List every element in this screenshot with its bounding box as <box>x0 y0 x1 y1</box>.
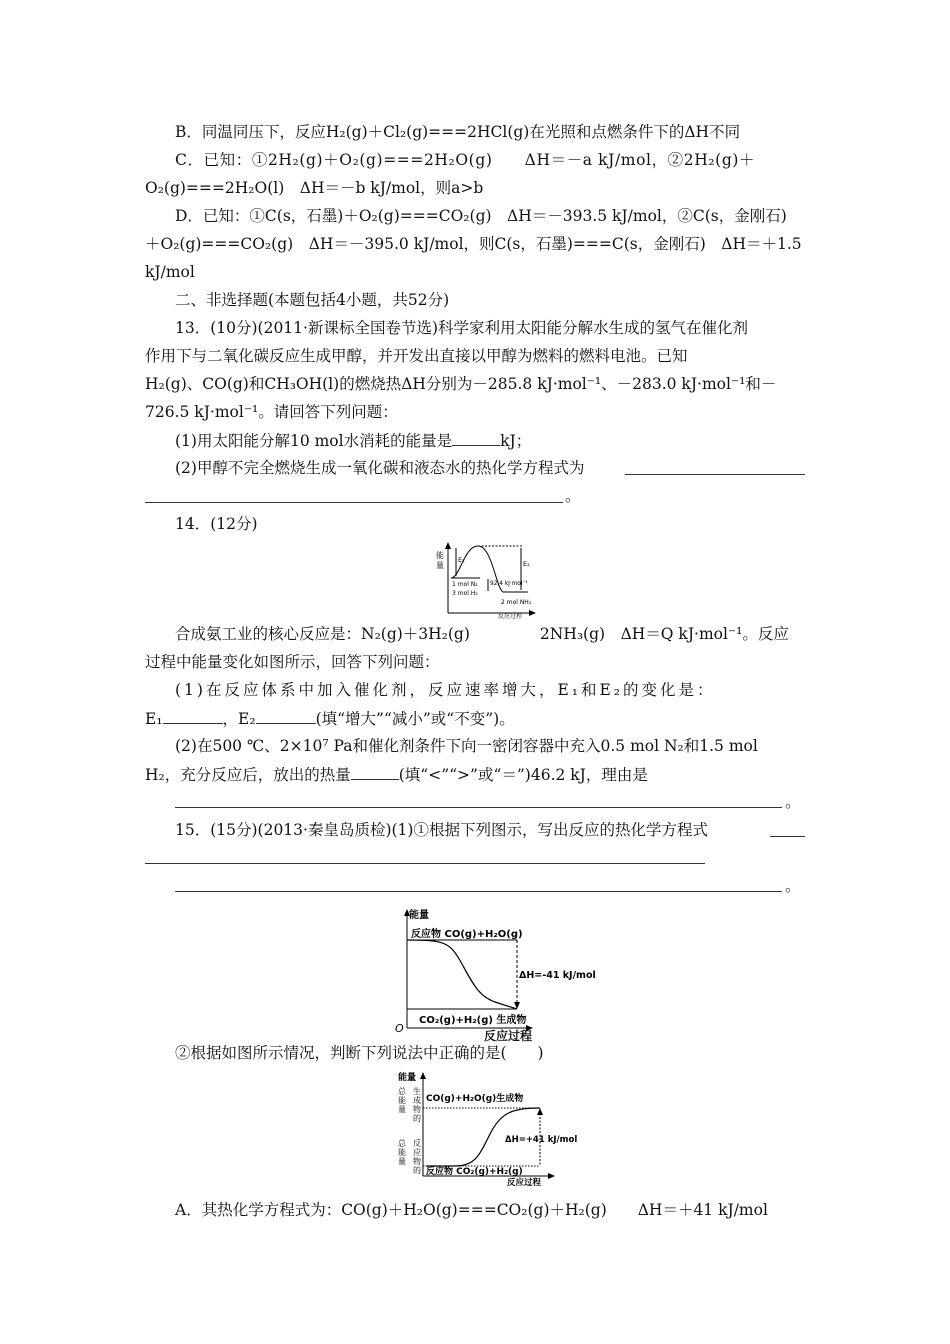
q13-sub1 <box>175 430 531 451</box>
q12-option-d-line2: ＋O₂(g)===CO₂(g) ΔH＝－395.0 kJ/mol，则C(s，石墨)===C(s，金刚石) ΔH＝＋1.5 <box>145 235 802 253</box>
q14-title: 14．(12分) <box>175 515 258 533</box>
q14-sub2-tail: (填“<”“>”或“＝”)46.2 kJ，理由是 <box>398 766 648 784</box>
answer-blank[interactable] <box>145 863 705 864</box>
fig2-left-bot-3: 量 <box>398 1157 406 1166</box>
fig2-left-bot-1: 总 <box>398 1139 406 1148</box>
q14-sub1-e1: E₁ <box>145 710 163 728</box>
q13-line3: H₂(g)、CO(g)和CH₃OH(l)的燃烧热ΔH分别为－285.8 kJ·mol⁻¹、－283.0 kJ·mol⁻¹和－ <box>145 375 777 393</box>
endothermic-energy-diagram <box>395 1068 578 1188</box>
q13-sub1-text: (1)用太阳能分解10 mol水消耗的能量是 <box>175 432 453 450</box>
q13-line1: 13．(10分)(2011·新课标全国卷节选)科学家利用太阳能分解水生成的氢气在催化剂 <box>175 319 749 337</box>
energy-curve <box>407 940 517 1009</box>
q13-line4: 726.5 kJ·mol⁻¹。请回答下列问题： <box>145 403 398 421</box>
q14-sub1-tail: (填“增大”“减小”或“不变”)。 <box>315 710 515 728</box>
fig-xlabel: 反应过程 <box>498 613 523 620</box>
q13-sub2: (2)甲醇不完全燃烧生成一氧化碳和液态水的热化学方程式为 <box>175 459 585 477</box>
q15-end: 。 <box>785 877 801 895</box>
y-axis-arrow-icon <box>445 542 451 549</box>
fig2-dh: ΔH=+41 kJ/mol <box>505 1135 578 1145</box>
fig1-xlabel: 反应过程 <box>484 1029 533 1043</box>
answer-blank[interactable] <box>175 807 782 808</box>
answer-blank[interactable] <box>256 708 316 724</box>
q14-line1 <box>175 624 789 644</box>
fig2-left-bot2-3: 物 <box>413 1157 421 1166</box>
q12-option-c-line1: C．已知：①2H₂(g)＋O₂(g)===2H₂O(g) ΔH＝－a kJ/mol，②2H₂(g)＋ <box>175 151 756 169</box>
q14-sub1-line2 <box>145 708 515 729</box>
q12-option-d-line3: kJ/mol <box>145 263 195 281</box>
q14-sub2-text: H₂，充分反应后，放出的热量 <box>145 766 351 784</box>
q12-option-b: B．同温同压下，反应H₂(g)＋Cl₂(g)===2HCl(g)在光照和点燃条件下的ΔH不同 <box>175 123 741 141</box>
q12-option-c-line2: O₂(g)===2H₂O(l) ΔH＝－b kJ/mol，则a>b <box>145 179 484 197</box>
fig2-left-top-3: 量 <box>398 1105 406 1114</box>
fig-ylabel-1: 能 <box>436 551 444 560</box>
answer-blank[interactable] <box>163 708 223 724</box>
q14-line1-right: 2NH₃(g) ΔH＝Q kJ·mol⁻¹。反应 <box>539 625 789 643</box>
q14-line1-left: 合成氨工业的核心反应是：N₂(g)＋3H₂(g) <box>175 625 470 643</box>
answer-blank[interactable] <box>625 474 805 475</box>
arrow-head-icon <box>537 1108 543 1115</box>
answer-blank[interactable] <box>452 430 500 446</box>
fig-dh: 92.4 kJ·mol⁻¹ <box>490 581 528 587</box>
fig2-left-top2-4: 的 <box>413 1114 421 1123</box>
x-axis-arrow-icon <box>529 610 536 616</box>
answer-blank[interactable] <box>351 764 399 780</box>
answer-blank[interactable] <box>175 891 782 892</box>
fig1-reactant: 反应物 CO(g)+H₂O(g) <box>411 929 523 940</box>
fig1-product: CO₂(g)+H₂(g) 生成物 <box>419 1015 527 1026</box>
answer-blank[interactable] <box>770 836 805 837</box>
q14-sub2-line1: (2)在500 ℃、2×10⁷ Pa和催化剂条件下向一密闭容器中充入0.5 mol N₂和1.5 mol <box>175 737 758 755</box>
fig1-ylabel: 能量 <box>409 910 429 921</box>
fig-ylabel-2: 量 <box>436 561 444 570</box>
q15-option-a: A．其热化学方程式为：CO(g)＋H₂O(g)===CO₂(g)＋H₂(g) ΔH＝＋41 kJ/mol <box>175 1201 768 1219</box>
fig-e2: E₂ <box>523 560 530 568</box>
q14-line2: 过程中能量变化如图所示，回答下列问题： <box>145 653 440 671</box>
fig1-origin: O <box>395 1022 404 1035</box>
fig2-ylabel: 能量 <box>398 1073 417 1083</box>
fig2-left-bot2-1: 反 <box>413 1139 421 1148</box>
fig2-xlabel: 反应过程 <box>507 1178 542 1188</box>
fig2-left-top2-3: 物 <box>413 1105 421 1114</box>
ammonia-energy-diagram <box>418 540 538 618</box>
q14-sub1-e2: ，E₂ <box>222 710 256 728</box>
q13-sub1-unit: kJ； <box>500 432 532 450</box>
q14-sub2-line2 <box>145 764 648 785</box>
fig2-left-top-2: 能 <box>398 1096 406 1105</box>
fig2-bottom: 反应物 CO₂(g)+H₂(g) <box>426 1167 523 1177</box>
fig-reactant-2: 3 mol H₂ <box>452 590 478 597</box>
fig1-dh: ΔH=-41 kJ/mol <box>519 970 596 981</box>
q13-end: 。 <box>565 487 581 505</box>
fig2-left-bot-2: 能 <box>398 1148 406 1157</box>
fig2-top: CO(g)+H₂O(g)生成物 <box>426 1094 524 1104</box>
q13-line2: 作用下与二氧化碳反应生成甲醇，并开发出直接以甲醇为燃料的燃料电池。已知 <box>145 347 688 365</box>
fig2-left-top-1: 总 <box>398 1087 406 1096</box>
exothermic-energy-diagram <box>390 906 610 1034</box>
q14-sub1-line1: (1)在反应体系中加入催化剂，反应速率增大，E₁和E₂的变化是： <box>175 681 716 699</box>
x-axis-arrow-icon <box>548 1173 555 1179</box>
q15-line1: 15．(15分)(2013·秦皇岛质检)(1)①根据下列图示，写出反应的热化学方程式 <box>175 821 708 839</box>
q15-sub2: ②根据如图所示情况，判断下列说法中正确的是( ) <box>175 1044 544 1062</box>
section-title: 二、非选择题(本题包括4小题，共52分) <box>175 291 450 309</box>
q14-end: 。 <box>785 793 801 811</box>
y-axis-arrow-icon <box>420 1072 426 1079</box>
fig-reactant-1: 1 mol N₂ <box>452 581 478 588</box>
answer-blank[interactable] <box>145 502 563 503</box>
fig2-left-bot2-4: 的 <box>413 1166 421 1175</box>
q12-option-d-line1: D．已知：①C(s，石墨)＋O₂(g)===CO₂(g) ΔH＝－393.5 kJ/mol，②C(s，金刚石) <box>175 207 787 225</box>
fig-product: 2 mol NH₃ <box>501 599 532 606</box>
fig2-left-top2-2: 成 <box>413 1096 421 1105</box>
fig-e1: E₁ <box>458 556 465 564</box>
fig2-left-top2-1: 生 <box>413 1087 421 1096</box>
fig2-left-bot2-2: 应 <box>413 1148 421 1157</box>
